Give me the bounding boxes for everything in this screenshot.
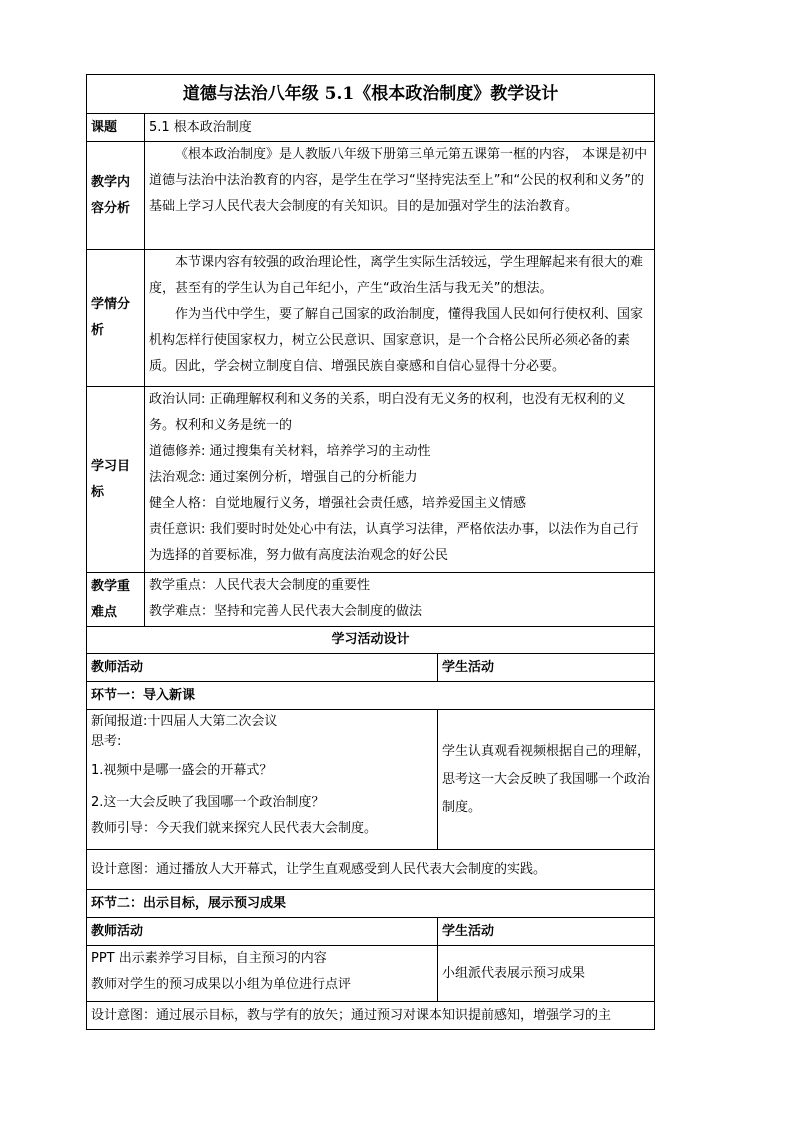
student-activity-header: 学生活动 <box>438 654 655 682</box>
stage1-teacher-line: 新闻报道:十四届人大第二次会议 <box>91 714 278 729</box>
key-points-cell <box>145 573 655 627</box>
topic-value: 5.1 根本政治制度 <box>145 114 655 142</box>
activity-design-header: 学习活动设计 <box>87 627 655 654</box>
stage1-teacher-line: 1.视频中是哪一盛会的开幕式？ <box>91 763 273 778</box>
stage1-teacher-line: 思考: <box>91 734 122 749</box>
objective-item: 政治认同: 正确理解权利和义务的关系，明白没有无义务的权利，也没有无权利的义务。权利和义务是统一的 <box>149 392 626 433</box>
objective-item: 道德修养: 通过搜集有关材料，培养学习的主动性 <box>149 444 431 459</box>
topic-label: 课题 <box>87 114 145 142</box>
stage2-design-intent: 设计意图：通过展示目标，教与学有的放矢；通过预习对课本知识提前感知，增强学习的主 <box>87 1002 655 1030</box>
key-points-label: 教学重难点 <box>87 573 145 627</box>
lesson-plan-table <box>86 74 655 1030</box>
stage1-student-cell: 学生认真观看视频根据自己的理解，思考这一大会反映了我国哪一个政治制度。 <box>438 710 655 850</box>
objective-item: 健全人格：自觉地履行义务，增强社会责任感，培养爱国主义情感 <box>149 496 527 511</box>
learner-analysis-paragraph-2: 作为当代中学生，要了解自己国家的政治制度，懂得我国人民如何行使权利、国家机构怎样行使国家权力，树立公民意识、国家意识，是一个合格公民所必须必备的素质。因此，学会树立制度自信、增强民族自豪感和自信心显得十分必要。 <box>149 307 644 374</box>
document-title: 道德与法治八年级 5.1《根本政治制度》教学设计 <box>87 75 655 114</box>
content-analysis-label: 教学内容分析 <box>87 142 145 250</box>
key-focus: 教学重点：人民代表大会制度的重要性 <box>149 578 371 593</box>
stage2-student-cell: 小组派代表展示预习成果 <box>438 946 655 1002</box>
objectives-cell <box>145 387 655 573</box>
lesson-plan-document <box>86 74 654 1030</box>
learner-analysis-label: 学情分析 <box>87 250 145 387</box>
learner-analysis-cell <box>145 250 655 387</box>
stage1-design-intent: 设计意图：通过播放人大开幕式，让学生直观感受到人民代表大会制度的实践。 <box>87 850 655 890</box>
objective-item: 责任意识: 我们要时时处处心中有法，认真学习法律，严格依法办事，以法作为自己行为选择的首要标准，努力做有高度法治观念的好公民 <box>149 522 639 563</box>
stage2-teacher-line: PPT 出示素养学习目标，自主预习的内容 <box>91 951 327 966</box>
teacher-activity-header: 教师活动 <box>87 654 438 682</box>
stage2-title: 环节二：出示目标，展示预习成果 <box>87 890 655 918</box>
objective-item: 法治观念: 通过案例分析，增强自己的分析能力 <box>149 470 418 485</box>
objectives-label: 学习目标 <box>87 387 145 573</box>
student-activity-header-2: 学生活动 <box>438 918 655 946</box>
stage2-teacher-cell <box>87 946 438 1002</box>
key-difficulty: 教学难点：坚持和完善人民代表大会制度的做法 <box>149 604 423 619</box>
stage1-teacher-line: 2.这一大会反映了我国哪一个政治制度？ <box>91 795 325 810</box>
stage1-title: 环节一：导入新课 <box>87 682 655 710</box>
stage2-teacher-line: 教师对学生的预习成果以小组为单位进行点评 <box>91 977 352 992</box>
stage1-teacher-line: 教师引导：今天我们就来探究人民代表大会制度。 <box>91 821 378 836</box>
stage1-teacher-cell <box>87 710 438 850</box>
content-analysis-text: 《根本政治制度》是人教版八年级下册第三单元第五课第一框的内容， 本课是初中道德与法治中法治教育的内容，是学生在学习“坚持宪法至上”和“公民的权利和义务”的基础上学习人民代表大会制度的有关知识。目的是加强对学生的法治教育。 <box>145 142 655 250</box>
learner-analysis-paragraph-1: 本节课内容有较强的政治理论性，离学生实际生活较远，学生理解起来有很大的难度，甚至有的学生认为自己年纪小，产生“政治生活与我无关”的想法。 <box>149 255 644 296</box>
teacher-activity-header-2: 教师活动 <box>87 918 438 946</box>
